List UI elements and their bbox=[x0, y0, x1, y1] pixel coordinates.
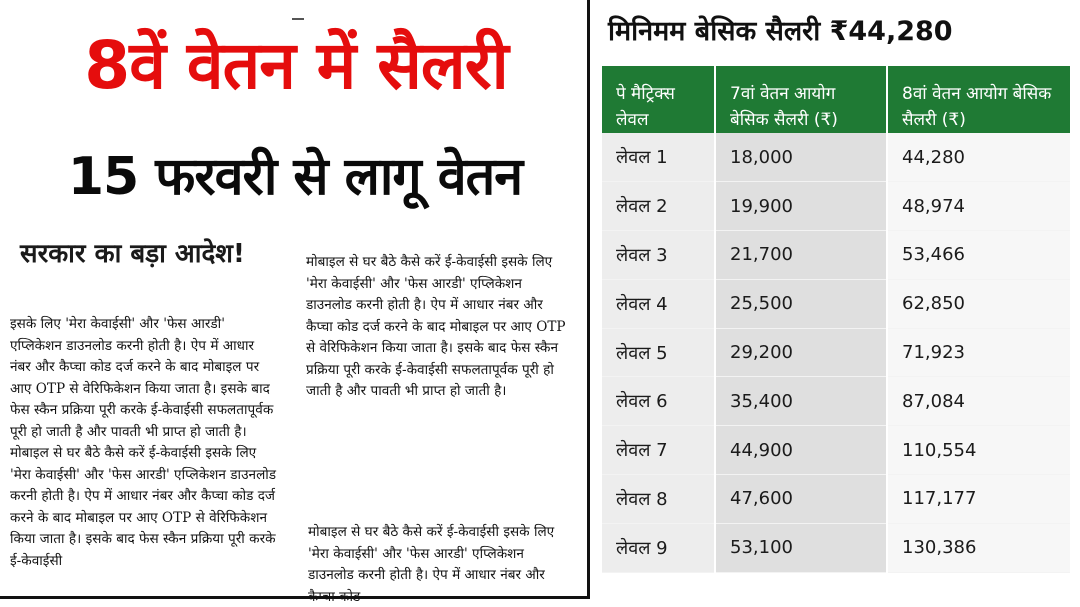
salary-table-panel bbox=[598, 0, 1080, 607]
top-mark bbox=[292, 18, 304, 20]
table-title: मिनिमम बेसिक सैलरी ₹44,280 bbox=[608, 16, 953, 47]
table-row bbox=[602, 133, 1070, 182]
table-row bbox=[602, 328, 1070, 377]
cell-8th-pay: 62,850 bbox=[887, 279, 1070, 328]
article-column-2: मोबाइल से घर बैठे कैसे करें ई-केवाईसी इसके लिए 'मेरा केवाईसी' और 'फेस आरडी' एप्लिकेशन डाउनलोड करनी होती है। ऐप में आधार नंबर और कैप्चा कोड दर्ज करने के बाद मोबाइल पर आए OTP से वेरिफिकेशन किया जाता है। इसके बाद फेस स्कैन प्रक्रिया पूरी करके ई-केवाईसी सफलतापूर्वक पूरी हो जाती है और पावती भी प्राप्त हो जाती है। bbox=[306, 254, 566, 399]
table-row bbox=[602, 377, 1070, 426]
cell-8th-pay: 71,923 bbox=[887, 328, 1070, 377]
cell-7th-pay: 25,500 bbox=[715, 279, 887, 328]
cell-8th-pay: 53,466 bbox=[887, 231, 1070, 280]
cell-8th-pay: 117,177 bbox=[887, 475, 1070, 524]
article-column-1: इसके लिए 'मेरा केवाईसी' और 'फेस आरडी' एप्लिकेशन डाउनलोड करनी होती है। ऐप में आधार नंबर और कैप्चा कोड दर्ज करने के बाद मोबाइल पर आए OTP से वेरिफिकेशन किया जाता है। इसके बाद फेस स्कैन प्रक्रिया पूरी करके ई-केवाईसी सफलतापूर्वक पूरी हो जाती है और पावती भी प्राप्त हो जाती है।मोबाइल से घर बैठे कैसे करें ई-केवाईसी इसके लिए 'मेरा केवाईसी' और 'फेस आरडी' एप्लिकेशन डाउनलोड करनी होती है। ऐप में आधार नंबर और कैप्चा कोड दर्ज करने के बाद मोबाइल पर आए OTP से वेरिफिकेशन किया जाता है। इसके बाद फेस स्कैन प्रक्रिया पूरी करके ई-केवाईसी bbox=[10, 316, 277, 569]
header-8th-pay: 8वां वेतन आयोग बेसिक सैलरी (₹) bbox=[887, 66, 1070, 133]
cell-8th-pay: 48,974 bbox=[887, 182, 1070, 231]
table-row bbox=[602, 475, 1070, 524]
cell-7th-pay: 44,900 bbox=[715, 426, 887, 475]
header-pay-level: पे मैट्रिक्स लेवल bbox=[602, 66, 715, 133]
cell-7th-pay: 29,200 bbox=[715, 328, 887, 377]
article-column-3: मोबाइल से घर बैठे कैसे करें ई-केवाईसी इसके लिए 'मेरा केवाईसी' और 'फेस आरडी' एप्लिकेशन डाउनलोड करनी होती है। ऐप में आधार नंबर और कैप्चा कोड bbox=[308, 524, 555, 604]
salary-table bbox=[602, 66, 1070, 573]
cell-level: लेवल 5 bbox=[602, 328, 715, 377]
cell-level: लेवल 1 bbox=[602, 133, 715, 182]
cell-8th-pay: 110,554 bbox=[887, 426, 1070, 475]
subheadline: सरकार का बड़ा आदेश! bbox=[20, 239, 245, 269]
cell-level: लेवल 7 bbox=[602, 426, 715, 475]
cell-8th-pay: 130,386 bbox=[887, 523, 1070, 572]
cell-7th-pay: 21,700 bbox=[715, 231, 887, 280]
cell-7th-pay: 19,900 bbox=[715, 182, 887, 231]
cell-8th-pay: 87,084 bbox=[887, 377, 1070, 426]
cell-level: लेवल 8 bbox=[602, 475, 715, 524]
cell-level: लेवल 4 bbox=[602, 279, 715, 328]
table-row bbox=[602, 426, 1070, 475]
cell-7th-pay: 35,400 bbox=[715, 377, 887, 426]
cell-level: लेवल 6 bbox=[602, 377, 715, 426]
table-header-row bbox=[602, 66, 1070, 133]
header-7th-pay: 7वां वेतन आयोग बेसिक सैलरी (₹) bbox=[715, 66, 887, 133]
cell-7th-pay: 53,100 bbox=[715, 523, 887, 572]
table-row bbox=[602, 279, 1070, 328]
cell-7th-pay: 18,000 bbox=[715, 133, 887, 182]
cell-level: लेवल 3 bbox=[602, 231, 715, 280]
table-row bbox=[602, 523, 1070, 572]
headline-date: 15 फरवरी से लागू वेतन bbox=[67, 147, 523, 207]
cell-7th-pay: 47,600 bbox=[715, 475, 887, 524]
cell-level: लेवल 2 bbox=[602, 182, 715, 231]
cell-level: लेवल 9 bbox=[602, 523, 715, 572]
table-row bbox=[602, 231, 1070, 280]
table-row bbox=[602, 182, 1070, 231]
cell-8th-pay: 44,280 bbox=[887, 133, 1070, 182]
headline-salary: 8वें वेतन में सैलरी bbox=[84, 27, 508, 104]
